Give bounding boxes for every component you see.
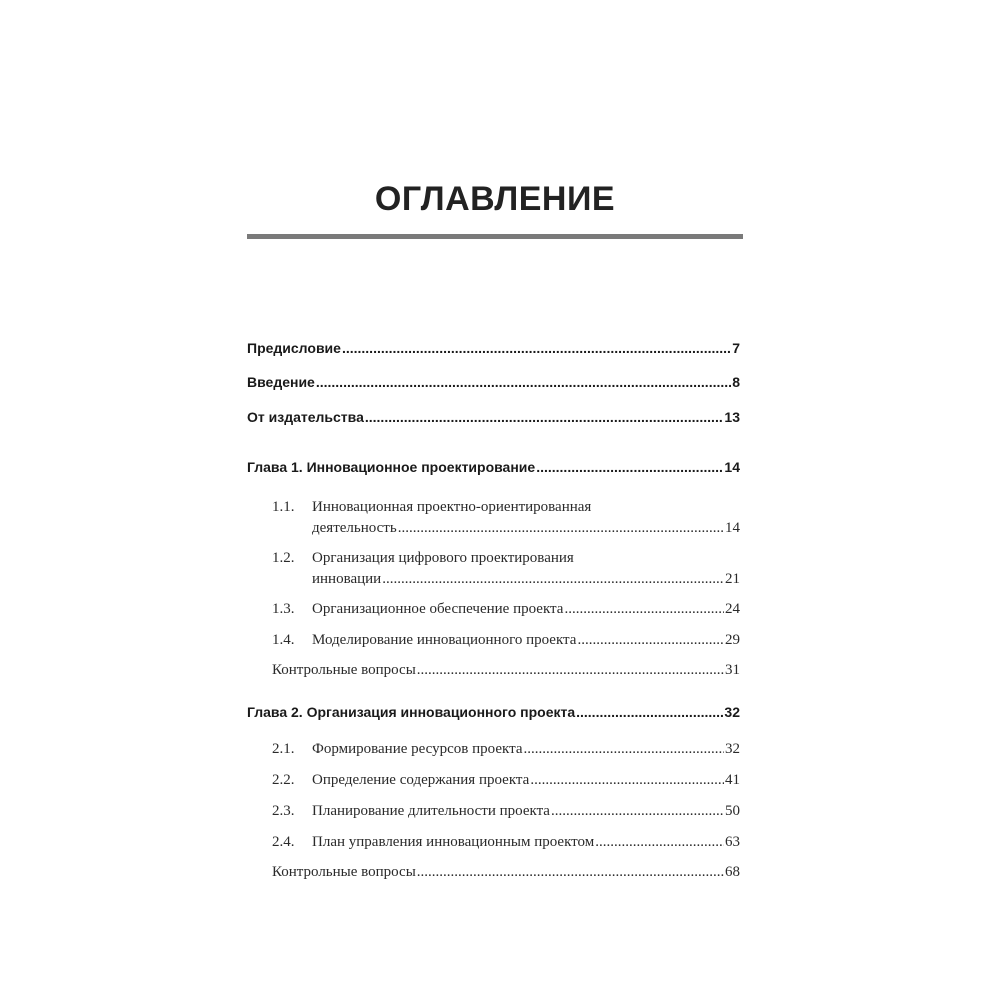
toc-page-number: 68 bbox=[725, 864, 740, 880]
toc-entry-preface[interactable] bbox=[247, 340, 740, 356]
toc-section-number: 2.2. bbox=[272, 772, 295, 788]
dot-leader bbox=[536, 459, 723, 475]
toc-page-number: 32 bbox=[725, 741, 740, 757]
dot-leader bbox=[417, 662, 724, 679]
toc-section-1-2[interactable] bbox=[312, 571, 740, 588]
toc-section-number: 2.3. bbox=[272, 803, 295, 819]
dot-leader bbox=[576, 704, 723, 720]
toc-chapter-label: Глава 2. Организация инновационного проекта bbox=[247, 704, 576, 720]
toc-entry-label: От издательства bbox=[247, 409, 364, 425]
toc-page-number: 14 bbox=[724, 459, 740, 475]
toc-section-2-3[interactable] bbox=[312, 803, 740, 820]
toc-entry-label: Введение bbox=[247, 374, 315, 390]
dot-leader bbox=[316, 374, 731, 390]
toc-section-label-line2: деятельность bbox=[312, 520, 397, 536]
toc-section-number: 1.3. bbox=[272, 601, 295, 617]
toc-entry-label: Предисловие bbox=[247, 340, 341, 356]
toc-section-1-1[interactable] bbox=[312, 520, 740, 537]
toc-page-number: 8 bbox=[732, 374, 740, 390]
dot-leader bbox=[365, 409, 724, 425]
toc-entry-publisher[interactable] bbox=[247, 409, 740, 425]
toc-section-number: 1.1. bbox=[272, 499, 295, 515]
toc-page-number: 21 bbox=[725, 571, 740, 587]
toc-questions-ch1[interactable] bbox=[272, 662, 740, 679]
dot-leader bbox=[417, 864, 724, 881]
toc-section-1-3[interactable] bbox=[312, 601, 740, 618]
toc-section-number: 1.2. bbox=[272, 550, 295, 566]
toc-section-label-line1[interactable]: Организация цифрового проектирования bbox=[312, 550, 574, 566]
toc-entry-introduction[interactable] bbox=[247, 374, 740, 390]
toc-questions-label: Контрольные вопросы bbox=[272, 864, 416, 880]
dot-leader bbox=[530, 772, 724, 789]
toc-page-number: 13 bbox=[724, 409, 740, 425]
toc-section-number: 2.1. bbox=[272, 741, 295, 757]
toc-page-number: 50 bbox=[725, 803, 740, 819]
dot-leader bbox=[595, 834, 724, 851]
toc-section-label: Организационное обеспечение проекта bbox=[312, 601, 564, 617]
toc-section-2-2[interactable] bbox=[312, 772, 740, 789]
toc-section-2-4[interactable] bbox=[312, 834, 740, 851]
toc-questions-label: Контрольные вопросы bbox=[272, 662, 416, 678]
dot-leader bbox=[577, 632, 724, 649]
toc-section-number: 2.4. bbox=[272, 834, 295, 850]
toc-chapter-label: Глава 1. Инновационное проектирование bbox=[247, 459, 536, 475]
toc-section-label: Планирование длительности проекта bbox=[312, 803, 550, 819]
toc-page-number: 63 bbox=[725, 834, 740, 850]
toc-page-number: 14 bbox=[725, 520, 740, 536]
dot-leader bbox=[398, 520, 724, 537]
toc-page-number: 41 bbox=[725, 772, 740, 788]
dot-leader bbox=[342, 340, 731, 356]
page-title: ОГЛАВЛЕНИЕ bbox=[374, 180, 616, 218]
toc-section-label-line1[interactable]: Инновационная проектно-ориентированная bbox=[312, 499, 592, 515]
toc-page-number: 7 bbox=[732, 340, 740, 356]
toc-section-label: План управления инновационным проектом bbox=[312, 834, 595, 850]
toc-page-number: 32 bbox=[724, 704, 740, 720]
toc-questions-ch2[interactable] bbox=[272, 864, 740, 881]
toc-chapter-2[interactable] bbox=[247, 704, 740, 720]
toc-section-1-4[interactable] bbox=[312, 632, 740, 649]
toc-page-number: 24 bbox=[725, 601, 740, 617]
toc-section-label: Моделирование инновационного проекта bbox=[312, 632, 577, 648]
dot-leader bbox=[382, 571, 724, 588]
dot-leader bbox=[551, 803, 724, 820]
toc-chapter-1[interactable] bbox=[247, 459, 740, 475]
toc-page-number: 29 bbox=[725, 632, 740, 648]
toc-section-label: Определение содержания проекта bbox=[312, 772, 530, 788]
toc-section-number: 1.4. bbox=[272, 632, 295, 648]
dot-leader bbox=[564, 601, 724, 618]
toc-section-label-line2: инновации bbox=[312, 571, 382, 587]
toc-section-label: Формирование ресурсов проекта bbox=[312, 741, 523, 757]
toc-section-2-1[interactable] bbox=[312, 741, 740, 758]
dot-leader bbox=[523, 741, 724, 758]
toc-page-number: 31 bbox=[725, 662, 740, 678]
